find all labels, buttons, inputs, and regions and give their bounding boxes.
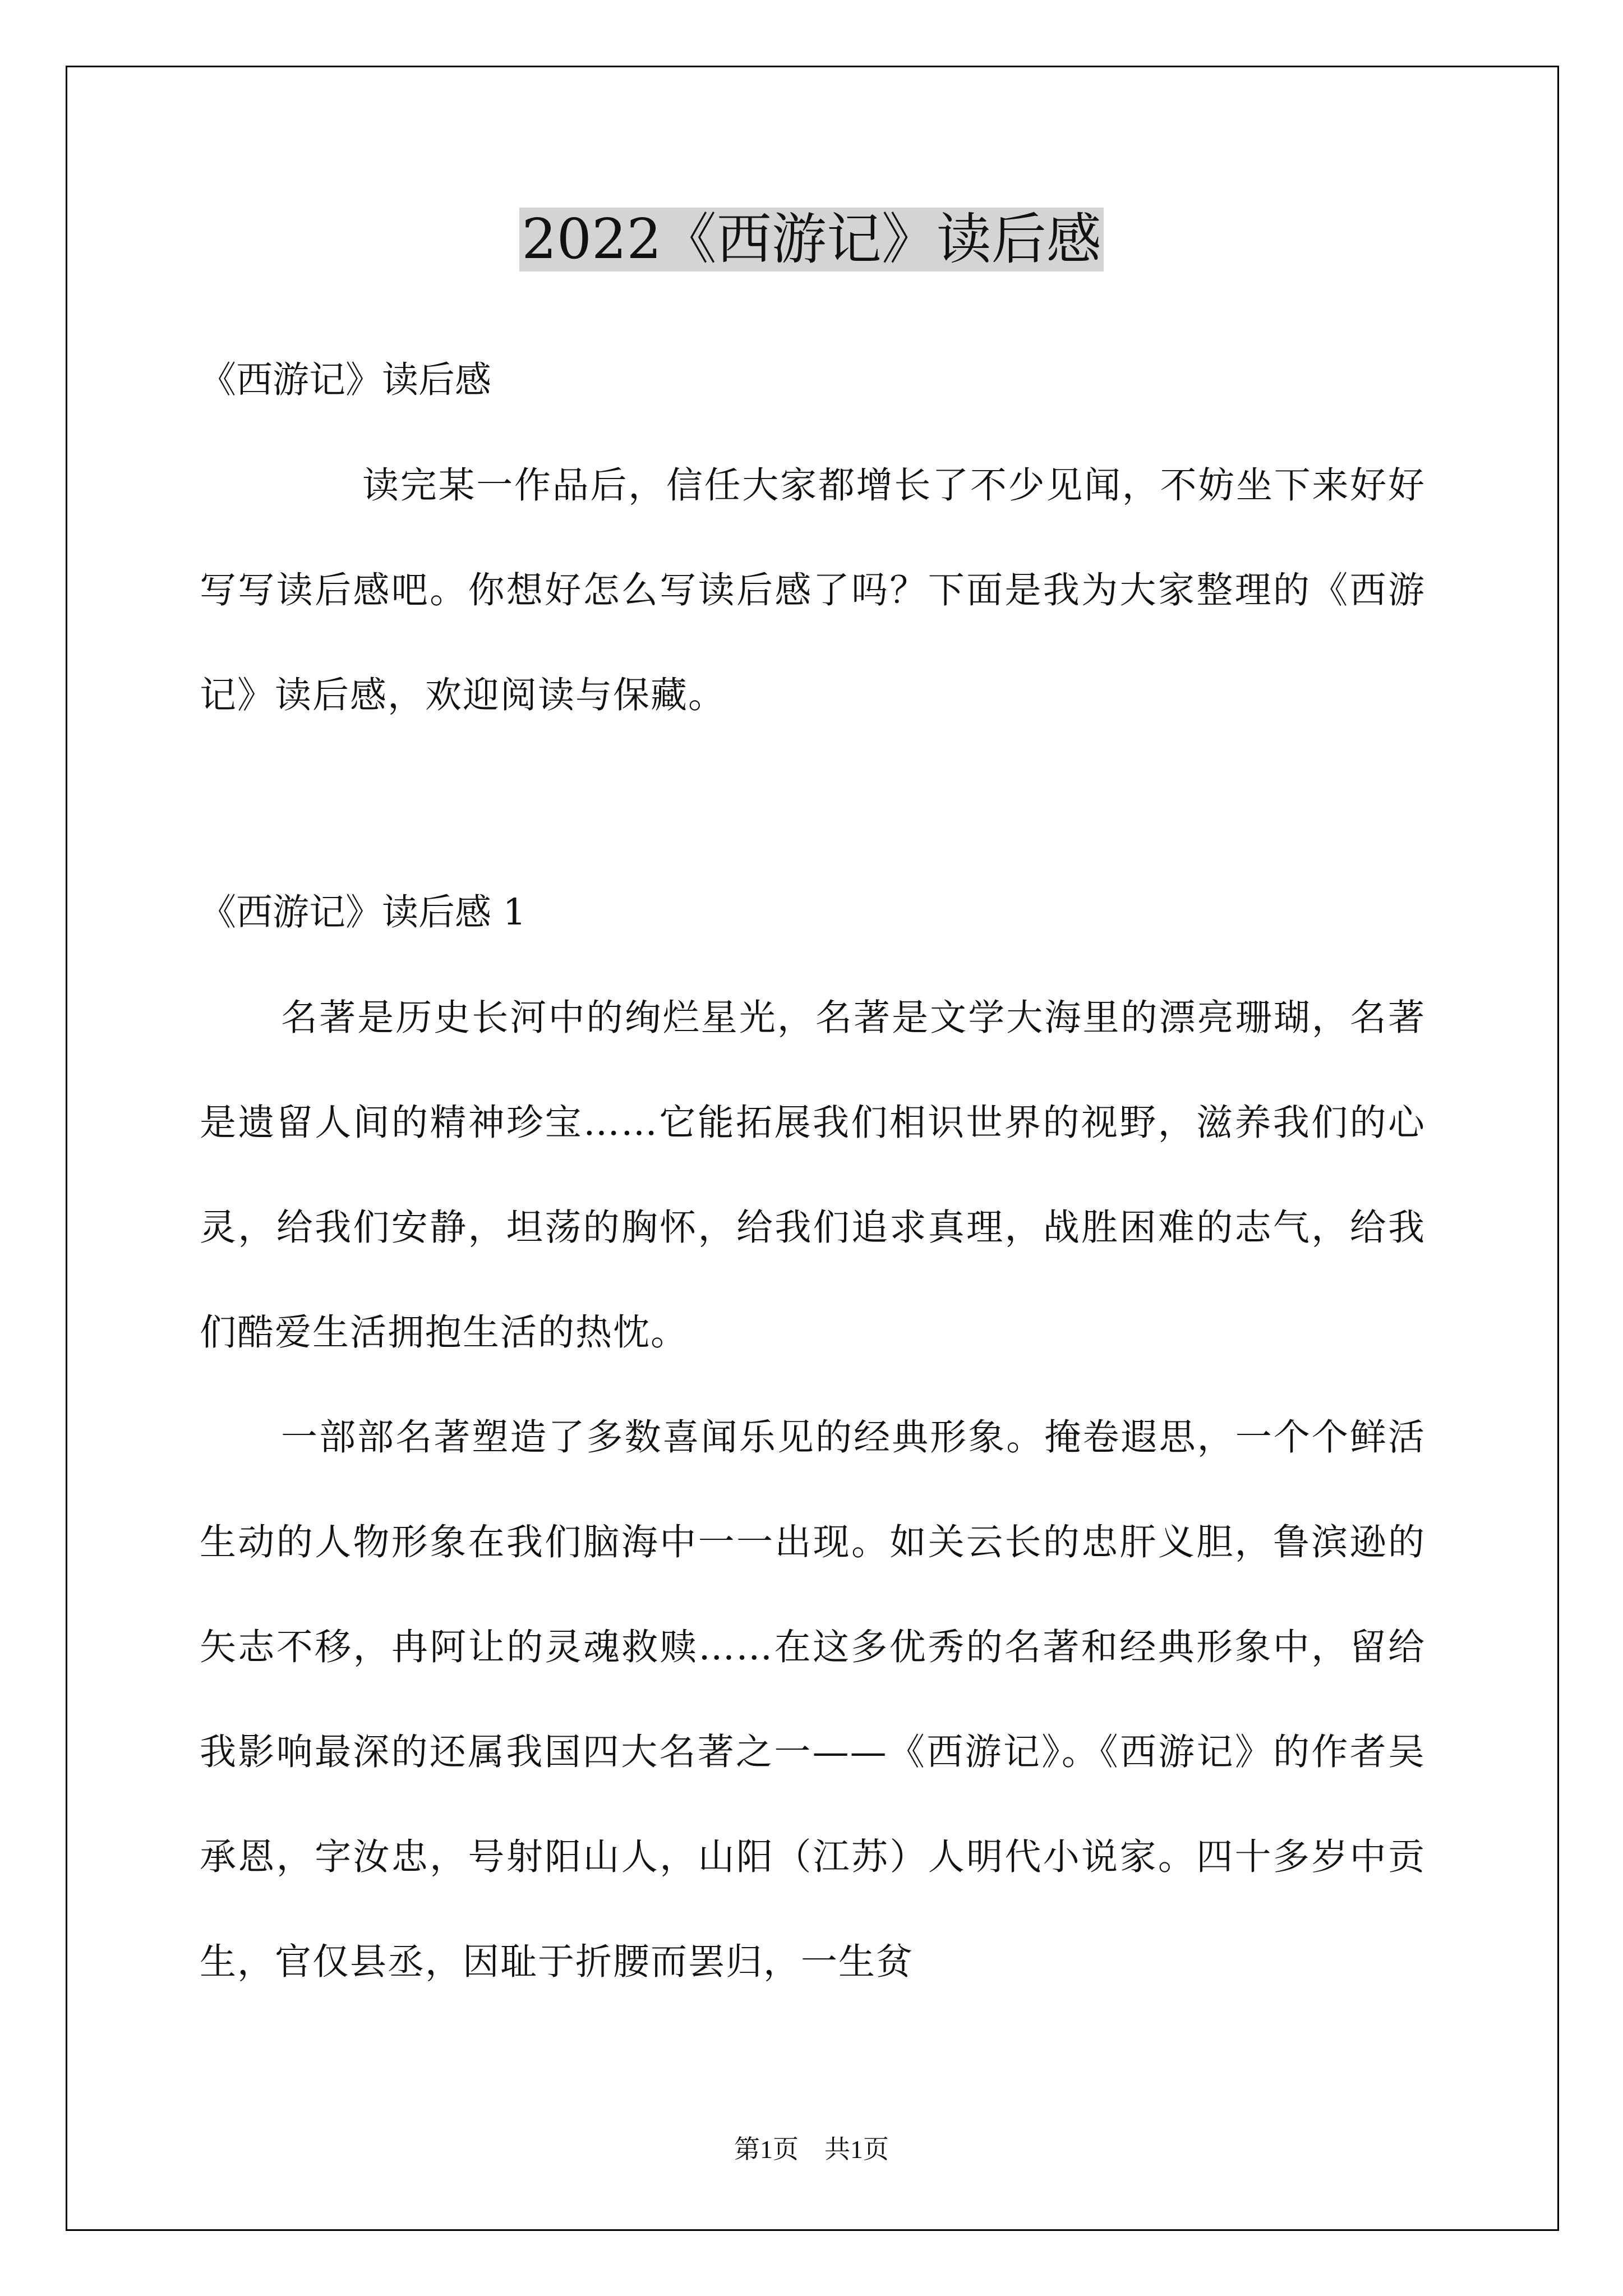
document-title-text: 2022《西游记》读后感 bbox=[519, 208, 1103, 272]
intro-paragraph: 读完某一作品后，信任大家都增长了不少见闻，不妨坐下来好好写写读后感吧。你想好怎么写读后感了吗？下面是我为大家整理的《西游记》读后感，欢迎阅读与保藏。 bbox=[200, 464, 1426, 716]
section-heading-1: 《西游记》读后感 1 bbox=[200, 891, 527, 933]
section-heading-intro: 《西游记》读后感 bbox=[200, 359, 492, 401]
section-1-paragraph-2: 一部部名著塑造了多数喜闻乐见的经典形象。掩卷遐思，一个个鲜活生动的人物形象在我们脑海中一一出现。如关云长的忠肝义胆，鲁滨逊的矢志不移，冉阿让的灵魂救赎……在这多优秀的名著和经典形象中，留给我影响最深的还属我国四大名著之一——《西游记》。《西游记》的作者吴承恩，字汝忠，号射阳山人，山阳（江苏）人明代小说家。四十多岁中贡生，官仅县丞，因耻于折腰而罢归，一生贫 bbox=[200, 1416, 1426, 1983]
page-footer: 第1页 共1页 bbox=[734, 2135, 889, 2164]
section-1-paragraph-1: 名著是历史长河中的绚烂星光，名著是文学大海里的漂亮珊瑚，名著是遗留人间的精神珍宝……它能拓展我们相识世界的视野，滋养我们的心灵，给我们安静，坦荡的胸怀，给我们追求真理，战胜困难的志气，给我们酷爱生活拥抱生活的热忱。 bbox=[200, 997, 1426, 1354]
document-title bbox=[0, 200, 1623, 279]
